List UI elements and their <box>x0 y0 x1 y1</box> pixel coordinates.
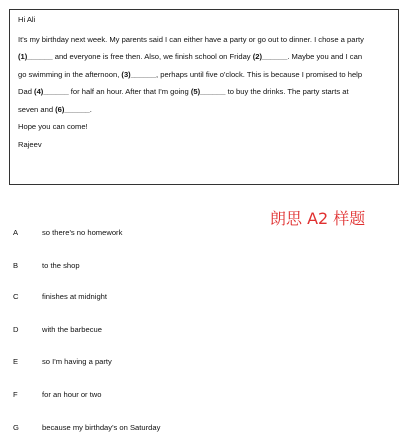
option-f <box>13 390 102 399</box>
option-text: with the barbecue <box>42 325 102 334</box>
option-g <box>13 423 160 432</box>
option-e <box>13 357 112 366</box>
gap-5: (5)______ <box>190 87 226 96</box>
gap-2: (2)______ <box>252 52 288 61</box>
letter-line-4-start: Dad <box>18 87 35 96</box>
letter-signature: Rajeev <box>18 139 42 149</box>
letter-closing: Hope you can come! <box>18 122 88 131</box>
letter-line-2 <box>18 52 390 62</box>
letter-line-3-rest: , perhaps until five o'clock. This is because I promised to help <box>156 69 363 79</box>
option-c <box>13 292 107 301</box>
option-text: so there's no homework <box>42 228 123 237</box>
option-text: for an hour or two <box>42 390 102 399</box>
option-d <box>13 325 102 334</box>
option-text: to the shop <box>42 261 80 270</box>
option-letter: C <box>13 292 19 301</box>
option-text: because my birthday's on Saturday <box>42 423 161 432</box>
gap-6: (6)______ <box>55 104 90 114</box>
option-letter: A <box>13 228 19 237</box>
option-letter: D <box>13 325 19 334</box>
letter-line-5 <box>18 105 390 115</box>
letter-box <box>9 9 399 185</box>
option-b <box>13 261 80 270</box>
letter-line-5-start: seven and <box>18 104 56 114</box>
letter-line-2-end: . Maybe you and I can <box>287 52 363 61</box>
option-letter: G <box>13 423 19 432</box>
option-text: so I'm having a party <box>42 357 112 366</box>
letter-line-5-end: . <box>89 104 92 114</box>
letter-greeting: Hi Ali <box>18 15 36 24</box>
letter-line-3-start: go swimming in the afternoon, <box>18 69 122 79</box>
gap-4: (4)______ <box>34 87 69 96</box>
gap-3: (3)______ <box>121 69 157 79</box>
option-letter: E <box>13 357 19 366</box>
sample-question-label: 朗思 A2 样题 <box>270 209 366 228</box>
option-letter: F <box>13 390 18 399</box>
option-text: finishes at midnight <box>42 292 108 301</box>
letter-line-2-text: and everyone is free then. Also, we finish school on Friday <box>52 52 253 61</box>
gap-1: (1)______ <box>18 52 53 61</box>
letter-line-3 <box>18 70 390 80</box>
letter-line-4 <box>18 87 390 97</box>
letter-line-4-mid: for half an hour. After that I'm going <box>68 87 191 96</box>
letter-line-1: It's my birthday next week. My parents said I can either have a party or go out to dinner. I chose a party <box>18 34 364 44</box>
option-a <box>13 228 122 237</box>
option-letter: B <box>13 261 19 270</box>
letter-line-4-rest: to buy the drinks. The party starts at <box>225 87 349 96</box>
